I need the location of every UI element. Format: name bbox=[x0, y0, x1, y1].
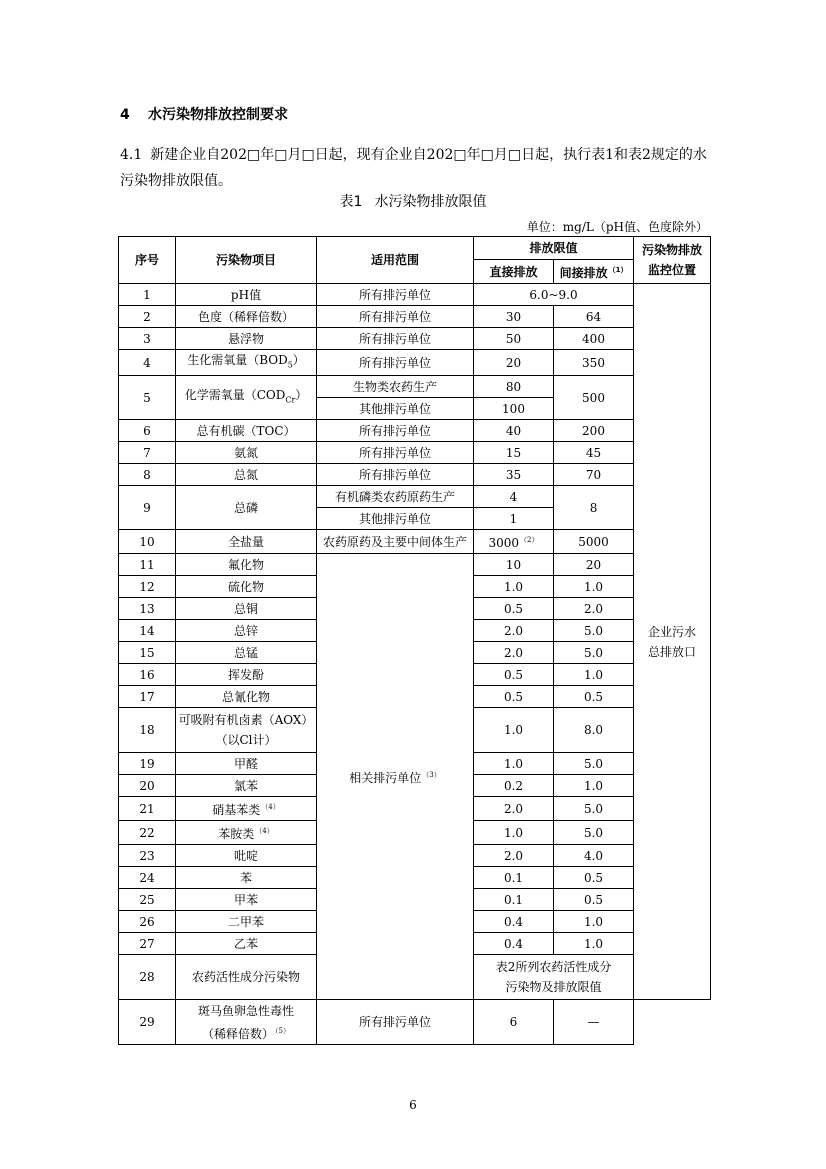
cell-seq: 20 bbox=[119, 775, 176, 797]
cell-item: 总磷 bbox=[176, 486, 317, 530]
cell-seq: 7 bbox=[119, 442, 176, 464]
cell-indirect: 8 bbox=[554, 486, 634, 530]
header-limits: 排放限值 bbox=[474, 237, 634, 260]
table-caption bbox=[0, 191, 826, 211]
cell-seq: 14 bbox=[119, 620, 176, 642]
table-row bbox=[119, 284, 711, 306]
direct-value: 3000 bbox=[488, 536, 520, 551]
cell-seq: 25 bbox=[119, 889, 176, 911]
cell-item bbox=[176, 797, 317, 821]
cell-item bbox=[176, 376, 317, 420]
cell-item: 氯苯 bbox=[176, 775, 317, 797]
cell-item: 硫化物 bbox=[176, 576, 317, 598]
cell-indirect: 5.0 bbox=[554, 620, 634, 642]
cell-seq: 1 bbox=[119, 284, 176, 306]
cell-direct: 1.0 bbox=[474, 576, 554, 598]
table-row bbox=[119, 350, 711, 376]
cell-scope: 其他排污单位 bbox=[317, 398, 474, 420]
footnote-marker: （3） bbox=[422, 771, 441, 780]
cell-item: 甲醛 bbox=[176, 753, 317, 775]
header-monitor-line2: 监控位置 bbox=[648, 263, 697, 277]
cell-direct: 1.0 bbox=[474, 708, 554, 753]
cell-direct: 80 bbox=[474, 376, 554, 398]
table-row bbox=[119, 420, 711, 442]
paragraph-text: 新建企业自202□年□月□日起，现有企业自202□年□月□日起，执行表1和表2规定的水污染物排放限值。 bbox=[120, 147, 707, 189]
section-number: 4 bbox=[120, 107, 130, 123]
cell-seq: 18 bbox=[119, 708, 176, 753]
table-row bbox=[119, 486, 711, 508]
cell-direct: 10 bbox=[474, 554, 554, 576]
cell-scope: 有机磷类农药原药生产 bbox=[317, 486, 474, 508]
header-seq: 序号 bbox=[119, 237, 176, 284]
cell-item: 总氮 bbox=[176, 464, 317, 486]
cell-item: 总锌 bbox=[176, 620, 317, 642]
cell-item: 总锰 bbox=[176, 642, 317, 664]
footnote-marker: （4） bbox=[255, 827, 274, 836]
cell-seq: 3 bbox=[119, 328, 176, 350]
cell-item bbox=[176, 350, 317, 376]
table-row bbox=[119, 530, 711, 554]
cell-direct: 6 bbox=[474, 1000, 554, 1045]
shared-scope-text: 相关排污单位 bbox=[349, 771, 422, 786]
cell-seq: 15 bbox=[119, 642, 176, 664]
cell-indirect: 1.0 bbox=[554, 933, 634, 955]
cell-direct: 2.0 bbox=[474, 642, 554, 664]
cell-direct: 30 bbox=[474, 306, 554, 328]
cell-seq: 11 bbox=[119, 554, 176, 576]
monitor-location-line1: 企业污水 bbox=[648, 624, 697, 639]
cell-indirect: 5000 bbox=[554, 530, 634, 554]
cell-indirect: 350 bbox=[554, 350, 634, 376]
cell-item: 二甲苯 bbox=[176, 911, 317, 933]
cell-seq: 21 bbox=[119, 797, 176, 821]
cell-item: 悬浮物 bbox=[176, 328, 317, 350]
cell-item: 氟化物 bbox=[176, 554, 317, 576]
cell-indirect: — bbox=[554, 1000, 634, 1045]
cell-direct bbox=[474, 530, 554, 554]
table-row bbox=[119, 554, 711, 576]
cell-seq: 6 bbox=[119, 420, 176, 442]
cell-item: 色度（稀释倍数） bbox=[176, 306, 317, 328]
item-text: 化学需氧量（COD bbox=[184, 388, 286, 403]
cell-seq: 2 bbox=[119, 306, 176, 328]
cell-direct: 0.2 bbox=[474, 775, 554, 797]
cell-scope: 所有排污单位 bbox=[317, 420, 474, 442]
cell-direct: 1.0 bbox=[474, 753, 554, 775]
combined-line2: 污染物及排放限值 bbox=[505, 980, 602, 995]
cell-seq: 16 bbox=[119, 664, 176, 686]
cell-direct: 4 bbox=[474, 486, 554, 508]
cell-direct: 2.0 bbox=[474, 845, 554, 867]
cell-indirect: 500 bbox=[554, 376, 634, 420]
cell-scope-shared bbox=[317, 554, 474, 1000]
page-number: 6 bbox=[409, 1098, 417, 1112]
cell-direct: 0.1 bbox=[474, 889, 554, 911]
emission-limits-table bbox=[118, 236, 711, 1045]
cell-scope: 所有排污单位 bbox=[317, 464, 474, 486]
cell-indirect: 2.0 bbox=[554, 598, 634, 620]
cell-indirect: 0.5 bbox=[554, 867, 634, 889]
cell-seq: 12 bbox=[119, 576, 176, 598]
cell-direct: 0.5 bbox=[474, 598, 554, 620]
cell-seq: 19 bbox=[119, 753, 176, 775]
item-line2-wrap bbox=[178, 1021, 314, 1044]
item-text: 硝基苯类 bbox=[212, 803, 261, 818]
cell-item: 乙苯 bbox=[176, 933, 317, 955]
cell-seq: 22 bbox=[119, 821, 176, 845]
header-item: 污染物项目 bbox=[176, 237, 317, 284]
item-line1: 斑马鱼卵急性毒性 bbox=[197, 1003, 294, 1018]
cell-indirect: 0.5 bbox=[554, 686, 634, 708]
header-monitor bbox=[634, 237, 711, 284]
cell-seq: 26 bbox=[119, 911, 176, 933]
cell-seq: 8 bbox=[119, 464, 176, 486]
header-indirect-label: 间接排放 bbox=[559, 266, 608, 280]
item-subscript: 5 bbox=[287, 360, 293, 370]
cell-scope: 农药原药及主要中间体生产 bbox=[317, 530, 474, 554]
cell-monitor-location bbox=[634, 284, 711, 1000]
cell-scope: 生物类农药生产 bbox=[317, 376, 474, 398]
cell-indirect: 0.5 bbox=[554, 889, 634, 911]
item-text-end: ） bbox=[295, 388, 308, 403]
cell-item: pH值 bbox=[176, 284, 317, 306]
cell-seq: 23 bbox=[119, 845, 176, 867]
cell-scope: 所有排污单位 bbox=[317, 284, 474, 306]
cell-seq: 9 bbox=[119, 486, 176, 530]
item-text: 生化需氧量（BOD bbox=[187, 353, 288, 367]
item-text-end: ） bbox=[292, 353, 305, 367]
paragraph-4-1 bbox=[120, 142, 710, 194]
cell-item: 全盐量 bbox=[176, 530, 317, 554]
item-line2: （稀释倍数） bbox=[202, 1026, 275, 1041]
footnote-marker: （1） bbox=[608, 266, 628, 274]
cell-indirect: 1.0 bbox=[554, 911, 634, 933]
cell-direct: 1.0 bbox=[474, 821, 554, 845]
table-row bbox=[119, 1000, 711, 1045]
table-row bbox=[119, 306, 711, 328]
cell-direct: 20 bbox=[474, 350, 554, 376]
header-indirect bbox=[554, 260, 634, 284]
cell-indirect: 20 bbox=[554, 554, 634, 576]
header-monitor-line1: 污染物排放 bbox=[642, 243, 703, 257]
cell-seq: 17 bbox=[119, 686, 176, 708]
cell-seq: 13 bbox=[119, 598, 176, 620]
cell-direct: 1 bbox=[474, 508, 554, 530]
cell-indirect: 400 bbox=[554, 328, 634, 350]
cell-indirect: 45 bbox=[554, 442, 634, 464]
cell-indirect: 5.0 bbox=[554, 821, 634, 845]
table-caption-title: 水污染物排放限值 bbox=[374, 194, 487, 210]
cell-direct: 40 bbox=[474, 420, 554, 442]
cell-seq: 10 bbox=[119, 530, 176, 554]
footnote-marker: （2） bbox=[520, 536, 539, 545]
table-row bbox=[119, 328, 711, 350]
header-direct: 直接排放 bbox=[474, 260, 554, 284]
footnote-marker: （4） bbox=[261, 803, 280, 812]
cell-scope: 所有排污单位 bbox=[317, 328, 474, 350]
cell-scope: 所有排污单位 bbox=[317, 306, 474, 328]
cell-indirect: 1.0 bbox=[554, 664, 634, 686]
cell-seq: 28 bbox=[119, 955, 176, 1000]
cell-item bbox=[176, 708, 317, 753]
paragraph-number: 4.1 bbox=[120, 147, 143, 163]
cell-indirect: 70 bbox=[554, 464, 634, 486]
cell-item: 农药活性成分污染物 bbox=[176, 955, 317, 1000]
cell-indirect: 1.0 bbox=[554, 576, 634, 598]
table-row bbox=[119, 442, 711, 464]
item-line2: （以Cl计） bbox=[215, 733, 277, 748]
combined-line1: 表2所列农药活性成分 bbox=[495, 960, 612, 975]
cell-scope: 所有排污单位 bbox=[317, 442, 474, 464]
table-row bbox=[119, 464, 711, 486]
cell-item: 甲苯 bbox=[176, 889, 317, 911]
cell-seq: 4 bbox=[119, 350, 176, 376]
cell-item: 挥发酚 bbox=[176, 664, 317, 686]
cell-indirect: 4.0 bbox=[554, 845, 634, 867]
item-text: 苯胺类 bbox=[218, 827, 255, 842]
cell-direct: 0.5 bbox=[474, 664, 554, 686]
section-heading bbox=[120, 104, 288, 124]
cell-limit-combined bbox=[474, 955, 634, 1000]
cell-indirect: 8.0 bbox=[554, 708, 634, 753]
cell-seq: 24 bbox=[119, 867, 176, 889]
cell-scope: 所有排污单位 bbox=[317, 350, 474, 376]
cell-seq: 29 bbox=[119, 1000, 176, 1045]
cell-direct: 0.4 bbox=[474, 933, 554, 955]
cell-indirect: 64 bbox=[554, 306, 634, 328]
cell-direct: 15 bbox=[474, 442, 554, 464]
cell-direct: 100 bbox=[474, 398, 554, 420]
cell-limit-combined: 6.0~9.0 bbox=[474, 284, 634, 306]
cell-item: 总铜 bbox=[176, 598, 317, 620]
cell-direct: 35 bbox=[474, 464, 554, 486]
cell-seq: 27 bbox=[119, 933, 176, 955]
header-scope: 适用范围 bbox=[317, 237, 474, 284]
item-subscript: Cr bbox=[285, 395, 296, 405]
footnote-marker: （5） bbox=[275, 1026, 290, 1035]
item-line1: 可吸附有机卤素（AOX） bbox=[178, 713, 314, 728]
cell-indirect: 1.0 bbox=[554, 775, 634, 797]
cell-item: 氨氮 bbox=[176, 442, 317, 464]
cell-direct: 50 bbox=[474, 328, 554, 350]
cell-item: 苯 bbox=[176, 867, 317, 889]
cell-indirect: 5.0 bbox=[554, 797, 634, 821]
cell-item: 总有机碳（TOC） bbox=[176, 420, 317, 442]
cell-scope: 其他排污单位 bbox=[317, 508, 474, 530]
cell-direct: 0.4 bbox=[474, 911, 554, 933]
cell-direct: 2.0 bbox=[474, 797, 554, 821]
cell-seq: 5 bbox=[119, 376, 176, 420]
cell-item: 总氰化物 bbox=[176, 686, 317, 708]
cell-item bbox=[176, 821, 317, 845]
section-title: 水污染物排放控制要求 bbox=[148, 107, 288, 123]
table-row bbox=[119, 376, 711, 398]
cell-direct: 0.5 bbox=[474, 686, 554, 708]
cell-item: 吡啶 bbox=[176, 845, 317, 867]
cell-item bbox=[176, 1000, 317, 1045]
table-caption-label: 表1 bbox=[339, 194, 363, 210]
cell-scope: 所有排污单位 bbox=[317, 1000, 474, 1045]
cell-direct: 2.0 bbox=[474, 620, 554, 642]
cell-indirect: 200 bbox=[554, 420, 634, 442]
table-unit-note: 单位：mg/L（pH值、色度除外） bbox=[526, 220, 708, 234]
cell-indirect: 5.0 bbox=[554, 753, 634, 775]
cell-indirect: 5.0 bbox=[554, 642, 634, 664]
cell-direct: 0.1 bbox=[474, 867, 554, 889]
monitor-location-line2: 总排放口 bbox=[648, 644, 697, 659]
